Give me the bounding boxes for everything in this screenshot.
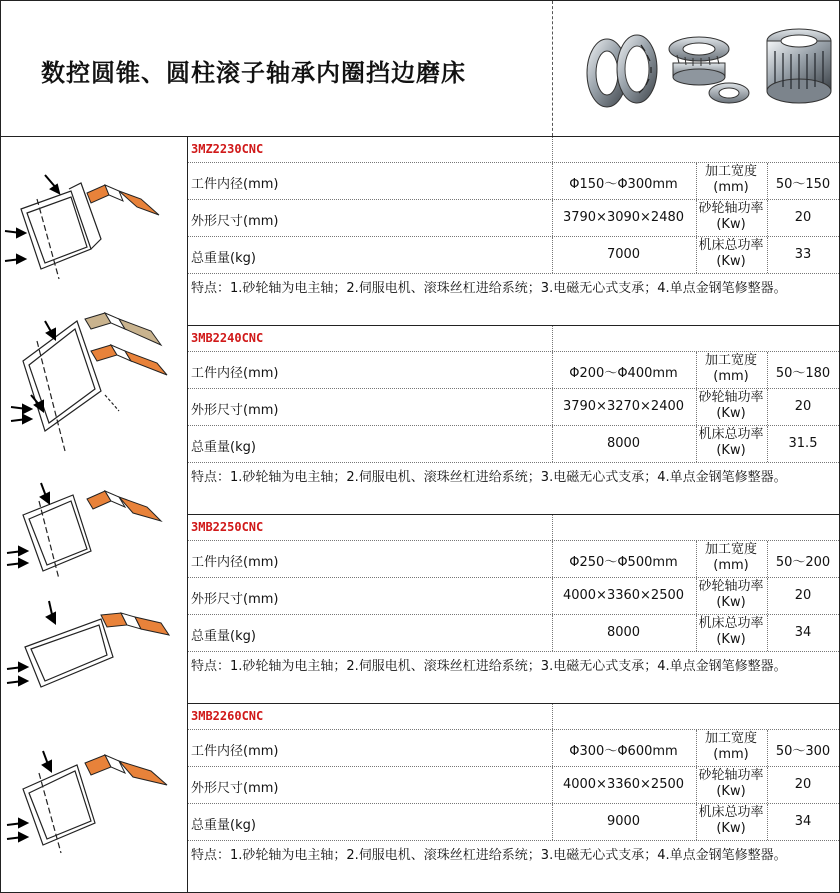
- feature-text-box: [188, 463, 839, 515]
- spec-label: 外形尺寸(mm): [191, 781, 279, 796]
- spec-row-inner-diameter: [188, 730, 839, 767]
- spec-row-dimensions: [188, 767, 839, 804]
- illustration-column: [1, 137, 188, 892]
- spec-row-weight: [188, 237, 839, 274]
- spec-label: 总重量(kg): [191, 629, 256, 644]
- grinding-diagram-icon: [1, 169, 187, 309]
- spec-value: 9000: [606, 814, 641, 829]
- spec-row-dimensions: [188, 578, 839, 615]
- spec-sublabel: 加工宽度(mm): [704, 731, 757, 762]
- spec-value: 8000: [606, 625, 641, 640]
- spec-label: 总重量(kg): [191, 818, 256, 833]
- spec-label: 总重量(kg): [191, 440, 256, 455]
- spec-subvalue: 50～150: [775, 177, 831, 192]
- grinding-diagram-icon: [1, 311, 187, 471]
- spec-row-inner-diameter: [188, 541, 839, 578]
- grinding-diagram-icon: [1, 479, 187, 589]
- spec-label: 工件内径(mm): [191, 744, 279, 759]
- spec-label: 工件内径(mm): [191, 366, 279, 381]
- spec-row-inner-diameter: [188, 163, 839, 200]
- spec-sublabel: 砂轮轴功率(Kw): [698, 768, 764, 799]
- spec-value: 7000: [606, 247, 641, 262]
- bearing-photo: [579, 11, 840, 131]
- model-row: [188, 326, 839, 352]
- spec-subvalue: 50～300: [775, 744, 831, 759]
- spec-label: 外形尺寸(mm): [191, 403, 279, 418]
- spec-value: Φ150～Φ300mm: [569, 177, 678, 192]
- grinding-diagram-icon: [1, 749, 187, 859]
- spec-value: 3790×3090×2480: [562, 210, 685, 225]
- feature-text-box: [188, 652, 839, 704]
- spec-value: Φ250～Φ500mm: [569, 555, 678, 570]
- cylindrical-bearing-icon: [767, 29, 831, 103]
- model-row: [188, 137, 839, 163]
- model-code: 3MZ2230CNC: [191, 142, 264, 156]
- feature-text-box: [188, 274, 839, 326]
- spec-subvalue: 20: [794, 399, 812, 414]
- spec-subvalue: 50～200: [775, 555, 831, 570]
- page-title: 数控圆锥、圆柱滚子轴承内圈挡边磨床: [41, 59, 466, 87]
- spec-label: 工件内径(mm): [191, 177, 279, 192]
- spec-subvalue: 34: [794, 625, 812, 640]
- model-code: 3MB2260CNC: [191, 709, 264, 723]
- spec-sublabel: 机床总功率(Kw): [698, 238, 764, 269]
- spec-sublabel: 砂轮轴功率(Kw): [698, 579, 764, 610]
- spec-subvalue: 50～180: [775, 366, 831, 381]
- spec-sublabel: 加工宽度(mm): [704, 353, 757, 384]
- spec-row-inner-diameter: [188, 352, 839, 389]
- spec-sublabel: 加工宽度(mm): [704, 164, 757, 195]
- spec-row-weight: [188, 426, 839, 463]
- feature-text: 特点：1.砂轮轴为电主轴；2.伺服电机、滚珠丝杠进给系统；3.电磁无心式支承；4.单点金钢笔修整器。: [191, 470, 787, 485]
- bearing-ring-icon: [587, 35, 657, 107]
- spec-value: 8000: [606, 436, 641, 451]
- feature-text: 特点：1.砂轮轴为电主轴；2.伺服电机、滚珠丝杠进给系统；3.电磁无心式支承；4.单点金钢笔修整器。: [191, 281, 787, 296]
- spec-row-dimensions: [188, 200, 839, 237]
- feature-text: 特点：1.砂轮轴为电主轴；2.伺服电机、滚珠丝杠进给系统；3.电磁无心式支承；4.单点金钢笔修整器。: [191, 848, 787, 863]
- spec-subvalue: 34: [794, 814, 812, 829]
- tapered-bearing-icon: [669, 37, 749, 103]
- spec-sublabel: 机床总功率(Kw): [698, 616, 764, 647]
- model-row: [188, 704, 839, 730]
- spec-value: Φ300～Φ600mm: [569, 744, 678, 759]
- feature-text: 特点：1.砂轮轴为电主轴；2.伺服电机、滚珠丝杠进给系统；3.电磁无心式支承；4.单点金钢笔修整器。: [191, 659, 787, 674]
- spec-label: 外形尺寸(mm): [191, 592, 279, 607]
- spec-subvalue: 20: [794, 210, 812, 225]
- spec-row-weight: [188, 804, 839, 841]
- spec-subvalue: 20: [794, 588, 812, 603]
- model-code: 3MB2240CNC: [191, 331, 264, 345]
- spec-label: 总重量(kg): [191, 251, 256, 266]
- spec-value: 4000×3360×2500: [562, 777, 685, 792]
- spec-sublabel: 机床总功率(Kw): [698, 805, 764, 836]
- spec-sublabel: 砂轮轴功率(Kw): [698, 390, 764, 421]
- spec-label: 外形尺寸(mm): [191, 214, 279, 229]
- spec-subvalue: 20: [794, 777, 812, 792]
- spec-value: Φ200～Φ400mm: [569, 366, 678, 381]
- spec-label: 工件内径(mm): [191, 555, 279, 570]
- header-divider: [552, 1, 553, 136]
- feature-text-box: [188, 841, 839, 892]
- grinding-diagram-icon: [1, 599, 187, 699]
- spec-sublabel: 机床总功率(Kw): [698, 427, 764, 458]
- spec-value: 3790×3270×2400: [562, 399, 685, 414]
- model-code: 3MB2250CNC: [191, 520, 264, 534]
- model-row: [188, 515, 839, 541]
- spec-subvalue: 33: [794, 247, 812, 262]
- spec-value: 4000×3360×2500: [562, 588, 685, 603]
- spec-row-dimensions: [188, 389, 839, 426]
- spec-subvalue: 31.5: [788, 436, 818, 451]
- spec-row-weight: [188, 615, 839, 652]
- page-header: [1, 1, 839, 137]
- spec-sublabel: 砂轮轴功率(Kw): [698, 201, 764, 232]
- spec-sublabel: 加工宽度(mm): [704, 542, 757, 573]
